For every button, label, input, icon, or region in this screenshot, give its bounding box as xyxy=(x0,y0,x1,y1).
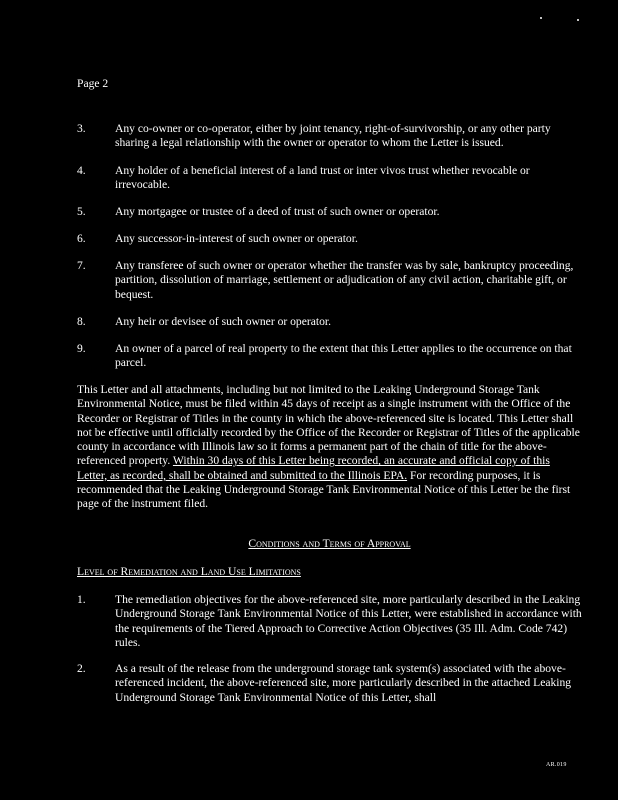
list-text: Any co-owner or co-operator, either by joint tenancy, right-of-survivorship, or any other party sharing a legal relationship with the owner or operator to whom the Letter is issued. xyxy=(115,122,551,150)
list-number: 6. xyxy=(77,232,86,245)
list-item xyxy=(77,232,582,246)
list-number: 9. xyxy=(77,342,86,355)
filing-paragraph xyxy=(77,383,582,512)
filing-text-part2: For recording purposes, it is recommended that the Leaking Underground Storage Tank Environmental Notice of this Letter be the first page of the instrument filed. xyxy=(77,468,571,511)
list-text: An owner of a parcel of real property to the extent that this Letter applies to the occurrence on that parcel. xyxy=(115,342,572,370)
list-item xyxy=(77,259,582,302)
list-item xyxy=(77,342,582,371)
list-text: Any mortgagee or trustee of a deed of trust of such owner or operator. xyxy=(115,205,440,218)
list-text: Any heir or devisee of such owner or operator. xyxy=(115,315,332,328)
list-item xyxy=(77,662,582,705)
list-text: As a result of the release from the underground storage tank system(s) associated with the above-referenced incident, the above-referenced site, more particularly described in the attached Leaking Underground Storage Tank Environmental Notice of this Letter, shall xyxy=(115,662,572,704)
list-text: Any successor-in-interest of such owner or operator. xyxy=(115,232,358,245)
list-number: 7. xyxy=(77,259,86,272)
list-number: 2. xyxy=(77,662,86,675)
list-number: 1. xyxy=(77,593,86,606)
footer-mark: AR.019 xyxy=(546,762,567,768)
page-number: Page 2 xyxy=(77,77,109,90)
scan-speck xyxy=(577,19,579,21)
filing-underlined-requirement: Within 30 days of this Letter being recorded, an accurate and official copy of this Letter, as recorded, shall be obtained and submitted to the Illinois EPA. xyxy=(77,454,550,482)
filing-text-part1: This Letter and all attachments, including but not limited to the Leaking Underground Storage Tank Environmental Notice, must be filed within 45 days of receipt as a single instrument with the Office of the Recorder or Registrar of Titles in the county in which the above-referenced site is located. This Letter shall not be effective until officially recorded by the Office of the Recorder or Registrar of Titles of the applicable county in accordance with Illinois law so it forms a permanent part of the chain of title for the above-referenced property. xyxy=(77,383,580,468)
list-number: 5. xyxy=(77,205,86,218)
list-item xyxy=(77,315,582,329)
list-item xyxy=(77,205,582,219)
list-number: 3. xyxy=(77,122,86,135)
list-item xyxy=(77,122,582,151)
list-item xyxy=(77,593,582,650)
subsection-heading: Level of Remediation and Land Use Limitations xyxy=(77,565,301,578)
list-number: 8. xyxy=(77,315,86,328)
list-text: Any holder of a beneficial interest of a land trust or inter vivos trust whether revocable or irrevocable. xyxy=(115,164,530,192)
list-number: 4. xyxy=(77,164,86,177)
list-item xyxy=(77,164,582,193)
list-text: The remediation objectives for the above-referenced site, more particularly described in the Leaking Underground Storage Tank Environmental Notice of this Letter, were established in accordance with the requirements of the Tiered Approach to Corrective Action Objectives (35 Ill. Adm. Code 742) rules. xyxy=(115,593,582,649)
scan-speck xyxy=(540,17,542,19)
list-text: Any transferee of such owner or operator whether the transfer was by sale, bankruptcy proceeding, partition, dissolution of marriage, settlement or adjudication of any civil action, charitable gift, or bequest. xyxy=(115,259,574,301)
section-heading: Conditions and Terms of Approval xyxy=(248,537,411,550)
